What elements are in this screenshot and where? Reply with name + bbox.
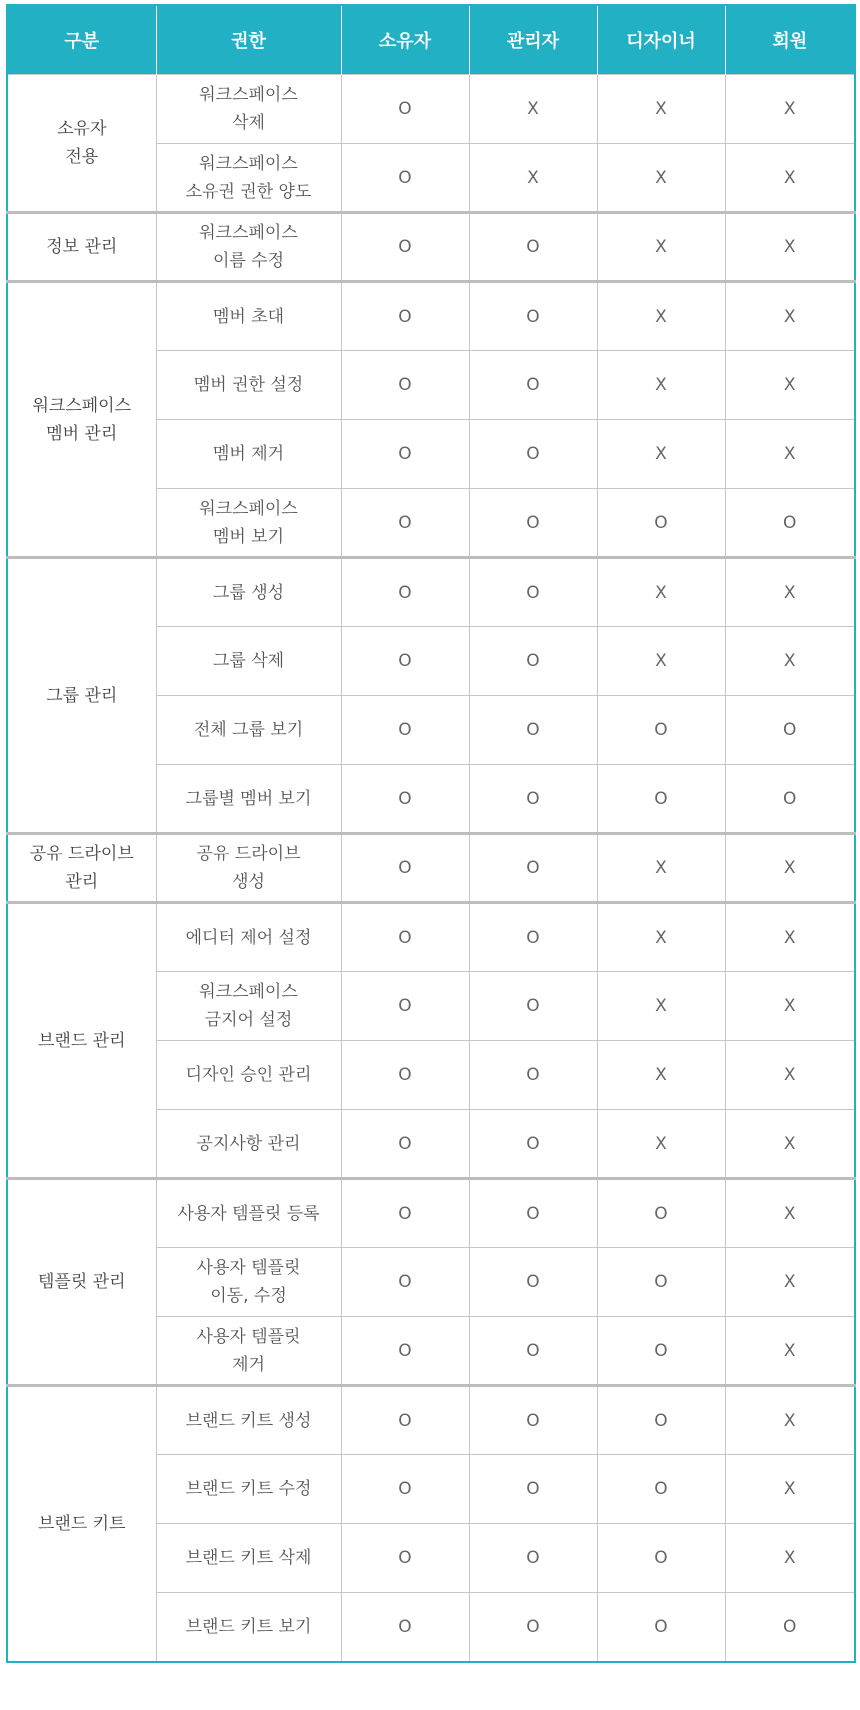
owner-value: O bbox=[341, 144, 469, 213]
permission-label: 에디터 제어 설정 bbox=[185, 927, 312, 948]
table-row bbox=[7, 834, 855, 903]
member-value: X bbox=[725, 144, 855, 213]
permission-cell bbox=[156, 696, 341, 765]
member-value: X bbox=[725, 1179, 855, 1248]
header-designer: 디자이너 bbox=[597, 5, 725, 75]
category-label: 그룹 관리 bbox=[46, 685, 118, 706]
category-label: 소유자 전용 bbox=[57, 119, 107, 167]
owner-value: O bbox=[341, 1179, 469, 1248]
permission-cell bbox=[156, 420, 341, 489]
permission-cell bbox=[156, 1386, 341, 1455]
permission-label: 그룹별 멤버 보기 bbox=[185, 788, 312, 809]
admin-value: O bbox=[469, 213, 597, 282]
admin-value: O bbox=[469, 1455, 597, 1524]
permission-label: 멤버 제거 bbox=[212, 444, 285, 464]
member-value: O bbox=[725, 489, 855, 558]
permission-cell bbox=[156, 834, 341, 903]
category-cell bbox=[7, 558, 156, 834]
category-label: 브랜드 키트 bbox=[37, 1513, 126, 1534]
owner-value: O bbox=[341, 489, 469, 558]
table-row bbox=[7, 213, 855, 282]
designer-value: O bbox=[597, 1524, 725, 1593]
permission-label: 사용자 템플릿 이동, 수정 bbox=[196, 1258, 301, 1306]
designer-value: X bbox=[597, 420, 725, 489]
admin-value: O bbox=[469, 903, 597, 972]
owner-value: O bbox=[341, 1317, 469, 1386]
member-value: X bbox=[725, 1455, 855, 1524]
designer-value: X bbox=[597, 627, 725, 696]
designer-value: O bbox=[597, 1593, 725, 1662]
designer-value: X bbox=[597, 558, 725, 627]
designer-value: X bbox=[597, 213, 725, 282]
permission-label: 브랜드 키트 삭제 bbox=[185, 1548, 312, 1568]
permission-cell bbox=[156, 1455, 341, 1524]
category-label: 정보 관리 bbox=[46, 237, 118, 257]
header-row bbox=[7, 5, 855, 75]
member-value: X bbox=[725, 627, 855, 696]
owner-value: O bbox=[341, 1593, 469, 1662]
owner-value: O bbox=[341, 282, 469, 351]
permission-label: 워크스페이스 이름 수정 bbox=[199, 223, 298, 271]
owner-value: O bbox=[341, 1524, 469, 1593]
owner-value: O bbox=[341, 75, 469, 144]
owner-value: O bbox=[341, 1248, 469, 1317]
category-cell bbox=[7, 75, 156, 213]
owner-value: O bbox=[341, 558, 469, 627]
admin-value: O bbox=[469, 627, 597, 696]
admin-value: O bbox=[469, 1179, 597, 1248]
member-value: X bbox=[725, 75, 855, 144]
table-row bbox=[7, 1386, 855, 1455]
member-value: X bbox=[725, 1317, 855, 1386]
member-value: X bbox=[725, 834, 855, 903]
admin-value: O bbox=[469, 1248, 597, 1317]
category-label: 워크스페이스 멤버 관리 bbox=[32, 395, 132, 444]
designer-value: X bbox=[597, 972, 725, 1041]
permission-label: 워크스페이스 삭제 bbox=[199, 85, 298, 133]
category-label: 템플릿 관리 bbox=[37, 1272, 126, 1292]
permission-cell bbox=[156, 1317, 341, 1386]
permission-cell bbox=[156, 1524, 341, 1593]
permission-label: 그룹 삭제 bbox=[212, 651, 285, 671]
admin-value: O bbox=[469, 765, 597, 834]
category-cell bbox=[7, 903, 156, 1179]
table-row bbox=[7, 903, 855, 972]
permission-label: 멤버 초대 bbox=[212, 306, 285, 327]
designer-value: X bbox=[597, 75, 725, 144]
permission-cell bbox=[156, 1041, 341, 1110]
owner-value: O bbox=[341, 1455, 469, 1524]
category-label: 공유 드라이브 관리 bbox=[29, 844, 134, 892]
member-value: X bbox=[725, 1386, 855, 1455]
permission-cell bbox=[156, 75, 341, 144]
table-row bbox=[7, 1179, 855, 1248]
table-body bbox=[7, 75, 855, 1662]
permissions-table bbox=[6, 4, 856, 1663]
member-value: O bbox=[725, 1593, 855, 1662]
permission-label: 멤버 권한 설정 bbox=[193, 375, 304, 395]
designer-value: O bbox=[597, 489, 725, 558]
permission-cell bbox=[156, 558, 341, 627]
permission-cell bbox=[156, 213, 341, 282]
admin-value: X bbox=[469, 144, 597, 213]
designer-value: O bbox=[597, 765, 725, 834]
table-row bbox=[7, 75, 855, 144]
designer-value: O bbox=[597, 1317, 725, 1386]
owner-value: O bbox=[341, 903, 469, 972]
permission-cell bbox=[156, 765, 341, 834]
category-cell bbox=[7, 1179, 156, 1386]
designer-value: X bbox=[597, 1110, 725, 1179]
permission-label: 공유 드라이브 생성 bbox=[196, 844, 301, 892]
member-value: X bbox=[725, 972, 855, 1041]
permission-label: 공지사항 관리 bbox=[196, 1133, 301, 1154]
permission-label: 브랜드 키트 생성 bbox=[185, 1410, 312, 1431]
category-cell bbox=[7, 834, 156, 903]
owner-value: O bbox=[341, 1041, 469, 1110]
permission-cell bbox=[156, 351, 341, 420]
member-value: X bbox=[725, 1524, 855, 1593]
admin-value: O bbox=[469, 282, 597, 351]
owner-value: O bbox=[341, 351, 469, 420]
category-cell bbox=[7, 213, 156, 282]
member-value: X bbox=[725, 1248, 855, 1317]
permission-cell bbox=[156, 489, 341, 558]
permission-label: 워크스페이스 멤버 보기 bbox=[199, 498, 298, 547]
category-cell bbox=[7, 1386, 156, 1662]
member-value: X bbox=[725, 558, 855, 627]
permission-label: 디자인 승인 관리 bbox=[185, 1065, 312, 1085]
member-value: X bbox=[725, 282, 855, 351]
table-row bbox=[7, 282, 855, 351]
designer-value: O bbox=[597, 1248, 725, 1317]
permission-cell bbox=[156, 1248, 341, 1317]
admin-value: O bbox=[469, 972, 597, 1041]
admin-value: O bbox=[469, 1386, 597, 1455]
designer-value: O bbox=[597, 696, 725, 765]
designer-value: O bbox=[597, 1179, 725, 1248]
member-value: O bbox=[725, 765, 855, 834]
header-member: 회원 bbox=[725, 5, 855, 75]
member-value: X bbox=[725, 351, 855, 420]
designer-value: X bbox=[597, 903, 725, 972]
permissions-table-container bbox=[6, 4, 854, 1663]
permission-label: 사용자 템플릿 등록 bbox=[177, 1203, 320, 1224]
admin-value: O bbox=[469, 1593, 597, 1662]
admin-value: O bbox=[469, 1317, 597, 1386]
admin-value: O bbox=[469, 351, 597, 420]
header-category: 구분 bbox=[7, 5, 156, 75]
owner-value: O bbox=[341, 696, 469, 765]
header-admin: 관리자 bbox=[469, 5, 597, 75]
owner-value: O bbox=[341, 420, 469, 489]
admin-value: O bbox=[469, 1524, 597, 1593]
admin-value: O bbox=[469, 489, 597, 558]
owner-value: O bbox=[341, 834, 469, 903]
owner-value: O bbox=[341, 627, 469, 696]
designer-value: X bbox=[597, 1041, 725, 1110]
designer-value: X bbox=[597, 282, 725, 351]
category-label: 브랜드 관리 bbox=[37, 1030, 126, 1051]
admin-value: O bbox=[469, 558, 597, 627]
category-cell bbox=[7, 282, 156, 558]
permission-label: 워크스페이스 금지어 설정 bbox=[199, 982, 298, 1030]
designer-value: X bbox=[597, 144, 725, 213]
admin-value: O bbox=[469, 1041, 597, 1110]
permission-cell bbox=[156, 627, 341, 696]
permission-cell bbox=[156, 144, 341, 213]
owner-value: O bbox=[341, 765, 469, 834]
owner-value: O bbox=[341, 1386, 469, 1455]
owner-value: O bbox=[341, 213, 469, 282]
permission-label: 워크스페이스 소유권 권한 양도 bbox=[185, 153, 312, 202]
permission-cell bbox=[156, 1179, 341, 1248]
permission-cell bbox=[156, 1593, 341, 1662]
permission-cell bbox=[156, 903, 341, 972]
member-value: X bbox=[725, 1110, 855, 1179]
admin-value: O bbox=[469, 834, 597, 903]
header-permission: 권한 bbox=[156, 5, 341, 75]
permission-label: 전체 그룹 보기 bbox=[193, 720, 304, 740]
member-value: X bbox=[725, 903, 855, 972]
designer-value: X bbox=[597, 351, 725, 420]
designer-value: O bbox=[597, 1455, 725, 1524]
permission-cell bbox=[156, 1110, 341, 1179]
table-header bbox=[7, 5, 855, 75]
admin-value: X bbox=[469, 75, 597, 144]
header-owner: 소유자 bbox=[341, 5, 469, 75]
permission-cell bbox=[156, 282, 341, 351]
permission-label: 사용자 템플릿 제거 bbox=[196, 1326, 301, 1375]
owner-value: O bbox=[341, 972, 469, 1041]
member-value: X bbox=[725, 213, 855, 282]
member-value: X bbox=[725, 1041, 855, 1110]
table-row bbox=[7, 558, 855, 627]
member-value: X bbox=[725, 420, 855, 489]
permission-label: 브랜드 키트 보기 bbox=[185, 1616, 312, 1637]
owner-value: O bbox=[341, 1110, 469, 1179]
designer-value: O bbox=[597, 1386, 725, 1455]
member-value: O bbox=[725, 696, 855, 765]
permission-label: 브랜드 키트 수정 bbox=[185, 1479, 312, 1499]
permission-cell bbox=[156, 972, 341, 1041]
admin-value: O bbox=[469, 696, 597, 765]
admin-value: O bbox=[469, 1110, 597, 1179]
admin-value: O bbox=[469, 420, 597, 489]
permission-label: 그룹 생성 bbox=[212, 582, 285, 603]
designer-value: X bbox=[597, 834, 725, 903]
